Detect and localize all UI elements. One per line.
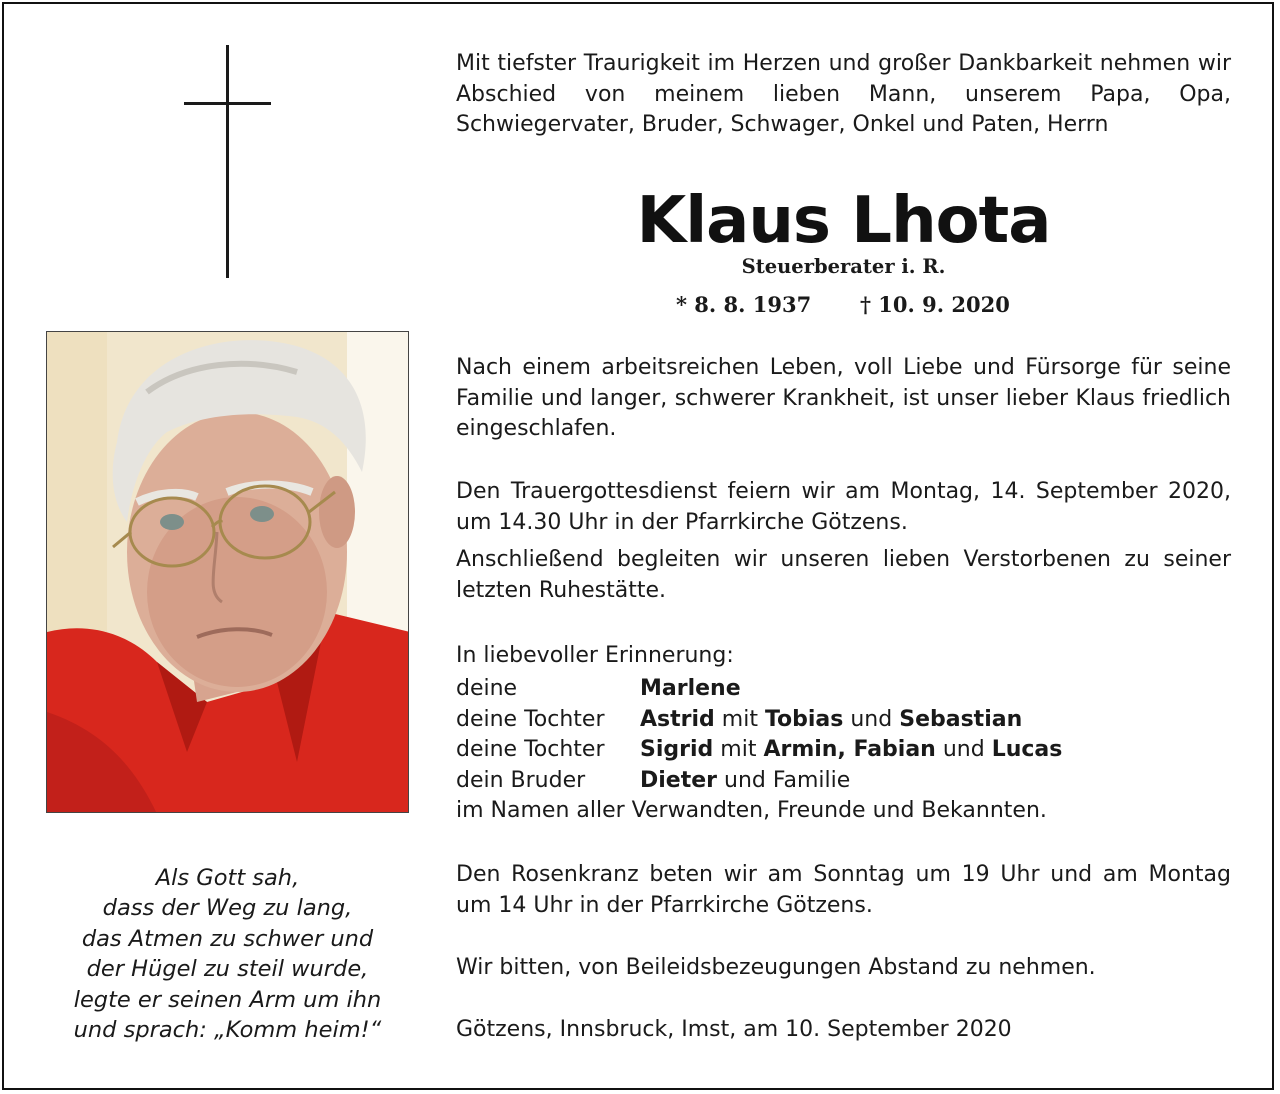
connector: und: [843, 706, 900, 732]
relative-name: Tobias: [764, 706, 844, 732]
relation: deine Tochter: [456, 737, 605, 762]
relative-row: [456, 735, 1231, 766]
relative-row: [456, 766, 1231, 797]
relative-name: Dieter: [640, 767, 718, 793]
connector: und Familie: [717, 767, 851, 793]
life-text: Nach einem arbeitsreichen Leben, voll Liebe und Fürsorge für seine Familie und langer, schwerer Krankheit, ist unser lieber Klaus friedlich eingeschlafen.: [456, 355, 1231, 441]
birth-date: * 8. 8. 1937: [676, 292, 812, 317]
intro-text: Mit tiefster Traurigkeit im Herzen und großer Dankbarkeit nehmen wir Abschied von meinem lieben Mann, unserem Papa, Opa, Schwiegervater, Bruder, Schwager, Onkel und Paten, Herrn: [456, 51, 1231, 137]
relatives-footer: im Namen aller Verwandten, Freunde und Bekannten.: [456, 798, 1047, 823]
relative-row: [456, 674, 1231, 705]
connector: mit: [713, 737, 764, 762]
deceased-name: Klaus Lhota: [636, 184, 1051, 258]
relative-name: Sigrid: [640, 737, 714, 762]
poem-line: und sprach: „Komm heim!“: [73, 1017, 382, 1044]
relation: deine Tochter: [456, 706, 605, 732]
relative-name: Sebastian: [899, 706, 1023, 732]
service-text: Den Trauergottesdienst feiern wir am Montag, 14. September 2020, um 14.30 Uhr in der Pfarrkirche Götzens.: [456, 479, 1231, 535]
memory-heading: In liebevoller Erinnerung:: [456, 643, 734, 668]
burial-text: Anschließend begleiten wir unseren lieben Verstorbenen zu seiner letzten Ruhestätte.: [456, 547, 1231, 603]
relative-name: Armin, Fabian: [763, 737, 936, 762]
poem-line: der Hügel zu steil wurde,: [86, 956, 369, 983]
death-date: † 10. 9. 2020: [860, 292, 1010, 317]
connector: mit: [714, 706, 765, 732]
rosary-text: Den Rosenkranz beten wir am Sonntag um 19 Uhr und am Montag um 14 Uhr in der Pfarrkirche Götzens.: [456, 862, 1231, 918]
profession: Steuerberater i. R.: [741, 255, 946, 278]
poem-line: dass der Weg zu lang,: [102, 895, 353, 922]
relative-name: Lucas: [991, 737, 1063, 762]
condolence-text: Wir bitten, von Beileidsbezeugungen Abstand zu nehmen.: [456, 955, 1096, 980]
relative-name: Marlene: [640, 676, 741, 701]
relation: deine: [456, 676, 518, 701]
place-date: Götzens, Innsbruck, Imst, am 10. September 2020: [456, 1017, 1012, 1042]
relatives-list: [456, 674, 1231, 827]
poem: [46, 863, 409, 1045]
poem-line: legte er seinen Arm um ihn: [73, 986, 382, 1013]
portrait-photo: [46, 331, 409, 813]
poem-line: Als Gott sah,: [155, 865, 300, 891]
relation: dein Bruder: [456, 767, 586, 793]
connector: und: [935, 737, 992, 762]
relative-row: [456, 705, 1231, 736]
relative-name: Astrid: [640, 706, 715, 732]
poem-line: das Atmen zu schwer und: [81, 925, 374, 952]
